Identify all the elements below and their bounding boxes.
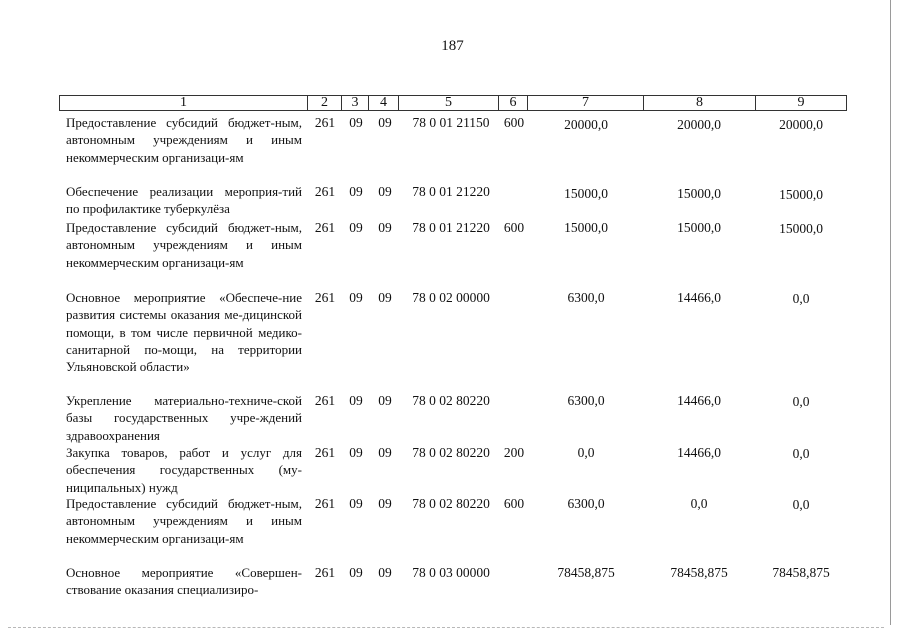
row-description: Предоставление субсидий бюджет-ным, автономным учреждениям и иным некоммерческим организаци-ям	[66, 496, 302, 546]
row-description: Основное мероприятие «Совершен-ствование оказания специализиро-	[66, 565, 302, 598]
cell-target-article: 78 0 01 21220	[412, 184, 490, 199]
cell-target-article: 78 0 01 21220	[412, 220, 490, 235]
cell-amount-8: 20000,0	[677, 117, 721, 132]
cell-expense-type: 600	[503, 115, 525, 130]
row-description: Укрепление материально-техниче-ской базы государственных учре-ждений здравоохранения	[66, 393, 302, 443]
row-description: Предоставление субсидий бюджет-ным, автономным учреждениям и иным некоммерческим организаци-ям	[66, 115, 302, 165]
cell-razdel: 09	[349, 496, 363, 511]
cell-podrazdel: 09	[378, 220, 392, 235]
cell-amount-9: 0,0	[792, 497, 810, 512]
cell-target-article: 78 0 01 21150	[412, 115, 490, 130]
cell-amount-8: 0,0	[690, 496, 708, 511]
cell-grbs: 261	[314, 496, 336, 511]
cell-amount-9: 0,0	[792, 446, 810, 461]
cell-amount-8: 14466,0	[677, 445, 721, 460]
cell-expense-type: 600	[503, 220, 525, 235]
cell-amount-7: 78458,875	[557, 565, 615, 580]
cell-grbs: 261	[314, 445, 336, 460]
cell-razdel: 09	[349, 290, 363, 305]
cell-amount-7: 15000,0	[564, 220, 608, 235]
column-header-5: 5	[399, 96, 499, 110]
cell-target-article: 78 0 02 80220	[412, 445, 490, 460]
cell-podrazdel: 09	[378, 290, 392, 305]
cell-razdel: 09	[349, 115, 363, 130]
column-header-9: 9	[797, 95, 805, 110]
cell-amount-8: 78458,875	[670, 565, 728, 580]
cell-podrazdel: 09	[378, 565, 392, 580]
cell-grbs: 261	[314, 184, 336, 199]
cell-grbs: 261	[314, 115, 336, 130]
cell-grbs: 261	[314, 220, 336, 235]
cell-grbs: 261	[314, 565, 336, 580]
page-border-bottom	[8, 627, 884, 628]
column-header-4: 4	[369, 96, 399, 110]
column-header-2: 2	[308, 96, 342, 110]
cell-target-article: 78 0 02 80220	[412, 496, 490, 511]
page-border-right	[890, 0, 891, 625]
cell-amount-9: 15000,0	[779, 187, 823, 202]
column-header-1: 1	[60, 96, 308, 110]
cell-expense-type: 200	[503, 445, 525, 460]
cell-amount-9: 20000,0	[779, 117, 823, 132]
cell-grbs: 261	[314, 393, 336, 408]
row-description: Основное мероприятие «Обеспече-ние развития системы оказания ме-дицинской помощи, в том числе первичной медико-санитарной по-мощи, на территории Ульяновской области»	[66, 290, 302, 375]
row-description: Закупка товаров, работ и услуг для обеспечения государственных (му-ниципальных) нужд	[66, 445, 302, 495]
cell-grbs: 261	[314, 290, 336, 305]
column-header-6: 6	[499, 96, 528, 110]
cell-amount-7: 15000,0	[564, 186, 608, 201]
row-description: Предоставление субсидий бюджет-ным, автономным учреждениям и иным некоммерческим организаци-ям	[66, 220, 302, 270]
cell-amount-9: 0,0	[792, 394, 810, 409]
cell-amount-7: 6300,0	[567, 290, 605, 305]
cell-amount-7: 0,0	[577, 445, 595, 460]
row-description: Обеспечение реализации мероприя-тий по профилактике туберкулёза	[66, 184, 302, 217]
cell-amount-9: 0,0	[792, 291, 810, 306]
cell-amount-7: 6300,0	[567, 496, 605, 511]
cell-podrazdel: 09	[378, 496, 392, 511]
cell-podrazdel: 09	[378, 184, 392, 199]
cell-expense-type: 600	[503, 496, 525, 511]
column-header-3: 3	[342, 96, 369, 110]
cell-amount-8: 14466,0	[677, 393, 721, 408]
cell-amount-7: 6300,0	[567, 393, 605, 408]
cell-amount-8: 15000,0	[677, 220, 721, 235]
cell-podrazdel: 09	[378, 445, 392, 460]
cell-amount-8: 14466,0	[677, 290, 721, 305]
cell-amount-9: 15000,0	[779, 221, 823, 236]
page-number: 187	[441, 38, 464, 54]
cell-podrazdel: 09	[378, 115, 392, 130]
cell-target-article: 78 0 03 00000	[412, 565, 490, 580]
cell-razdel: 09	[349, 445, 363, 460]
cell-target-article: 78 0 02 80220	[412, 393, 490, 408]
cell-amount-7: 20000,0	[564, 117, 608, 132]
cell-razdel: 09	[349, 565, 363, 580]
cell-razdel: 09	[349, 393, 363, 408]
cell-amount-9: 78458,875	[772, 565, 830, 580]
cell-razdel: 09	[349, 184, 363, 199]
cell-razdel: 09	[349, 220, 363, 235]
column-header-8: 8	[644, 96, 756, 110]
cell-podrazdel: 09	[378, 393, 392, 408]
table-header-row	[59, 95, 847, 111]
cell-target-article: 78 0 02 00000	[412, 290, 490, 305]
cell-amount-8: 15000,0	[677, 186, 721, 201]
column-header-7: 7	[528, 96, 644, 110]
